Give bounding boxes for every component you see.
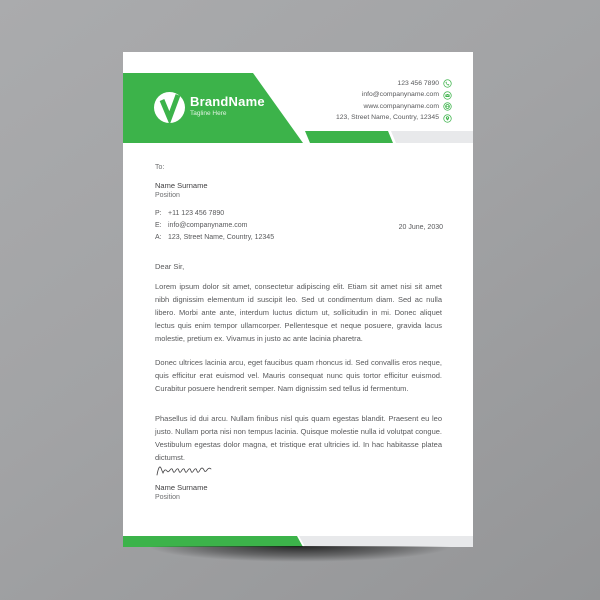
logo-v-icon [154,92,185,123]
recipient-address-line [155,232,274,244]
signature-block [155,460,213,501]
signer-position: Position [155,494,180,501]
email-address: info@companyname.com [361,91,439,98]
header-contact-list [336,79,452,123]
header-green-stripe [305,131,393,143]
salutation: Dear Sir, [155,262,185,271]
paragraph-3: Phasellus id dui arcu. Nullam finibus nisl quis quam egestas blandit. Praesent eu leo justo. Nullam porta nisi non tempus lacinia. Quisque molestie nulla id volutpat congue. Vestibulum egestas dolor magna, et tristique erat ultricies id. In hac habitasse platea dictumst. [155,414,442,462]
phone-icon [443,79,452,88]
to-label: To: [155,164,165,171]
brand-tagline: Tagline Here [190,110,227,117]
recipient-block [155,164,208,199]
recipient-email-line [155,220,274,232]
handwritten-signature-icon [155,460,213,478]
phone-number: 123 456 7890 [397,79,439,87]
phone-label: P: [155,210,162,217]
header-contact-website [336,102,452,111]
recipient-name: Name Surname [155,181,208,190]
paragraph-1: Lorem ipsum dolor sit amet, consectetur adipiscing elit. Etiam sit amet nisi sit amet nibh dignissim elementum id suscipit leo. Sed ut condimentum diam. Sed ac nulla libero. Morbi ante ante, interdum luctus dictum ut, sollicitudin in mi. Donec aliquet lectus quis enim tempor ullamcorper. Pellentesque et neque posuere, gravida lacus molestie, pretium ex. Vivamus in justo ac ante lacinia pharetra. [155,282,442,343]
address-label: A: [155,234,162,241]
recipient-position: Position [155,192,180,199]
letter-body [155,280,442,464]
page-curl-shadow [98,546,502,568]
letterhead-page [123,52,473,547]
recipient-phone-line [155,208,274,220]
location-icon [443,114,452,123]
header-contact-email [336,91,452,100]
email-icon [443,91,452,100]
brand-name: BrandName [190,94,265,109]
paragraph-2: Donec ultrices lacinia arcu, eget faucibus quam rhoncus id. Sed convallis eros neque, quis efficitur erat euismod vel. Mauris consequat nunc quis tortor efficitur euismod. Curabitur posuere hendrerit semper. Nam dignissim sed tellus id fermentum. [155,358,442,393]
address-value: 123, Street Name, Country, 12345 [168,234,275,241]
phone-value: +11 123 456 7890 [168,210,225,217]
globe-icon [443,102,452,111]
brand-block [190,94,265,118]
header-contact-address [336,114,452,123]
website-url: www.companyname.com [363,102,439,110]
letter-date: 20 June, 2030 [398,224,443,231]
email-label: E: [155,222,162,229]
signer-name: Name Surname [155,483,208,492]
header-contact-phone [336,79,452,88]
header-gray-stripe [391,131,473,143]
street-address: 123, Street Name, Country, 12345 [335,114,439,121]
brand-logo [154,92,185,123]
recipient-contact-lines [155,208,274,244]
email-value: info@companyname.com [168,222,248,229]
